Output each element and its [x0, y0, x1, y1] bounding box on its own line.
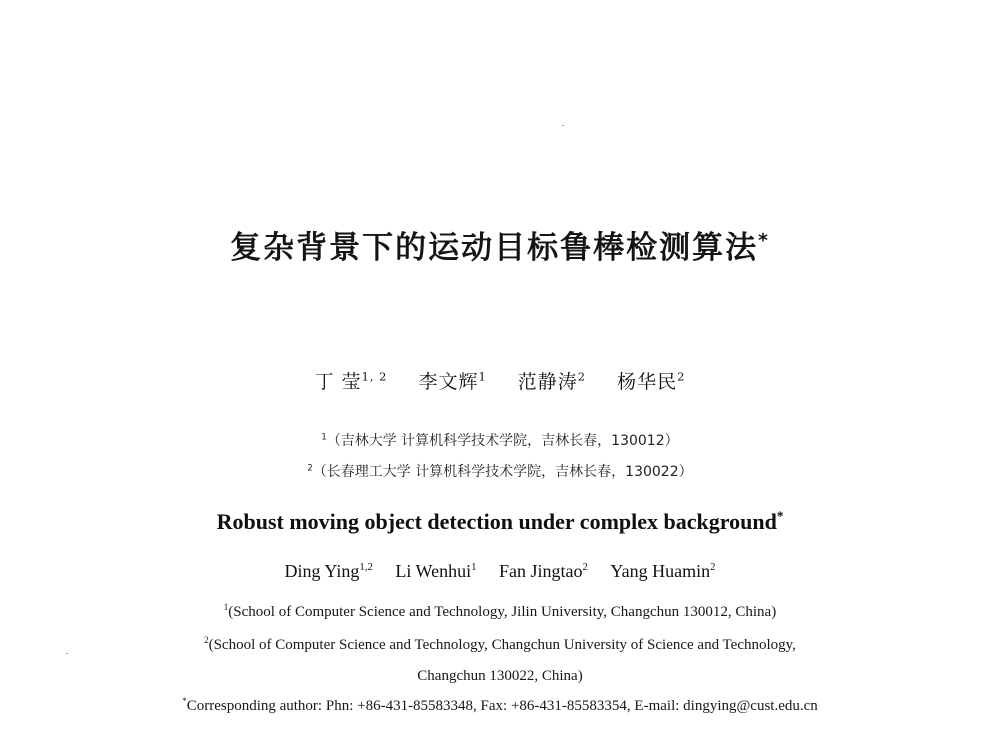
- author-name: 丁 莹: [314, 371, 362, 393]
- chinese-affiliation-2: [0, 461, 1000, 481]
- english-title-text: Robust moving object detection under complex background: [216, 509, 777, 534]
- author-name: Fan Jingtao: [498, 561, 583, 581]
- title-footnote-mark: *: [776, 508, 784, 524]
- author-affiliation-mark: 2: [677, 369, 686, 384]
- affiliation-mark: 2: [204, 635, 209, 645]
- affiliation-text: Changchun 130022, China): [417, 668, 583, 684]
- author-affiliation-mark: 2: [710, 561, 716, 573]
- author-name: 范静涛: [517, 371, 578, 393]
- title-footnote-mark: *: [758, 230, 770, 252]
- affiliation-text: (School of Computer Science and Technology, Jilin University, Changchun 130012, China): [228, 604, 777, 620]
- corresponding-mark: *: [182, 696, 187, 706]
- author-name: Ding Ying: [284, 561, 360, 581]
- author-en: [499, 561, 588, 581]
- chinese-title: [0, 222, 1000, 267]
- english-affiliation-2-continued: [0, 668, 1000, 685]
- author-en: [285, 561, 373, 581]
- chinese-title-text: 复杂背景下的运动目标鲁棒检测算法: [230, 230, 759, 266]
- scan-speck: [562, 125, 564, 126]
- author-zh: [418, 371, 486, 393]
- author-name: Yang Huamin: [610, 561, 711, 581]
- affiliation-text: (School of Computer Science and Technology, Changchun University of Science and Technology,: [208, 637, 796, 653]
- author-zh: [617, 371, 685, 393]
- author-name: 杨华民: [617, 371, 678, 393]
- author-affiliation-mark: 2: [582, 561, 588, 573]
- chinese-affiliation-1: [0, 430, 1000, 450]
- author-affiliation-mark: 1,2: [359, 561, 373, 573]
- affiliation-mark: 1: [321, 431, 327, 442]
- english-affiliation-1: [0, 604, 1000, 621]
- affiliation-text: （吉林大学 计算机科学技术学院，吉林长春，130012）: [326, 433, 679, 449]
- english-affiliation-2: [0, 637, 1000, 654]
- author-en: [395, 561, 476, 581]
- author-zh: [315, 371, 388, 393]
- author-affiliation-mark: 1, 2: [361, 369, 388, 384]
- affiliation-mark: 1: [223, 602, 229, 612]
- author-name: Li Wenhui: [395, 561, 472, 581]
- chinese-author-list: [0, 367, 1000, 394]
- author-affiliation-mark: 2: [577, 369, 587, 384]
- author-affiliation-mark: 1: [471, 561, 477, 573]
- author-affiliation-mark: 1: [478, 369, 487, 384]
- author-en: [610, 561, 715, 581]
- english-author-list: [0, 561, 1000, 582]
- corresponding-author-note: [0, 698, 1000, 715]
- english-title: [0, 509, 1000, 535]
- author-zh: [518, 371, 586, 393]
- affiliation-text: （长春理工大学 计算机科学技术学院，吉林长春，130022）: [312, 464, 693, 480]
- affiliation-mark: 2: [307, 462, 313, 473]
- corresponding-text: Corresponding author: Phn: +86-431-85583348, Fax: +86-431-85583354, E-mail: dingying@cust.edu.cn: [186, 698, 818, 714]
- author-name: 李文辉: [418, 371, 479, 393]
